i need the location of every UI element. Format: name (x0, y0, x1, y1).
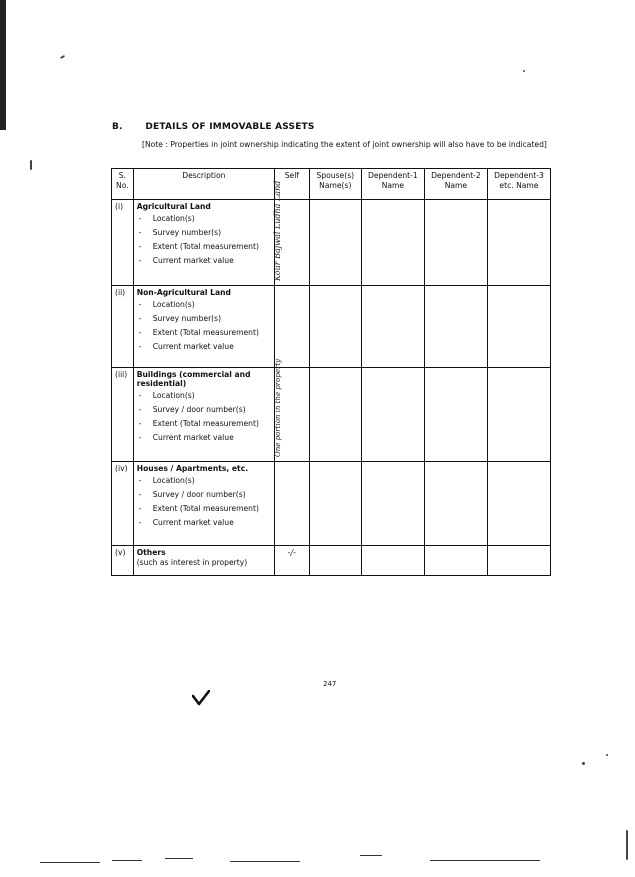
row-description (133, 286, 274, 368)
list-item: - Extent (Total measurement) (137, 504, 271, 514)
section-note: [Note : Properties in joint ownership indicating the extent of joint ownership will also have to be indicated] (142, 140, 547, 149)
section-heading (112, 122, 315, 132)
row-dependent-3-cell (487, 546, 550, 576)
list-item: - Survey number(s) (137, 228, 271, 238)
scan-speck (30, 160, 32, 170)
page-number: 247 (323, 680, 337, 688)
list-item: - Survey / door number(s) (137, 405, 271, 415)
row-title: Others (136, 548, 166, 557)
row-spouse-cell (309, 462, 361, 546)
row-dependent-1-cell (361, 200, 424, 286)
list-item: - Extent (Total measurement) (137, 419, 271, 429)
scan-line (165, 858, 193, 859)
row-self-cell (274, 462, 309, 546)
header-description: Description (133, 169, 274, 200)
scan-speck (606, 754, 608, 756)
scan-edge-shadow (0, 0, 6, 130)
scan-line (40, 862, 100, 863)
row-description (133, 462, 274, 546)
list-item: - Location(s) (137, 391, 271, 401)
row-sno: (ii) (112, 286, 134, 368)
row-items (137, 300, 271, 352)
scan-speck (582, 762, 585, 765)
row-dependent-1-cell (361, 546, 424, 576)
list-item: - Current market value (137, 518, 271, 528)
scan-speck (626, 830, 628, 860)
row-sno: (iii) (112, 368, 134, 462)
list-item: - Survey / door number(s) (137, 490, 271, 500)
list-item: - Survey number(s) (137, 314, 271, 324)
row-dependent-2-cell (424, 546, 487, 576)
row-spouse-cell (309, 286, 361, 368)
row-sno: (iv) (112, 462, 134, 546)
list-item: - Extent (Total measurement) (137, 328, 271, 338)
header-spouse: Spouse(s) Name(s) (309, 169, 361, 200)
row-dependent-3-cell (487, 286, 550, 368)
row-dependent-2-cell (424, 368, 487, 462)
row-dependent-1-cell (361, 368, 424, 462)
handwritten-note: Kour Bajwal Ludha Land (272, 180, 282, 281)
table-row (112, 546, 551, 576)
row-description (133, 200, 274, 286)
section-title: DETAILS OF IMMOVABLE ASSETS (145, 122, 315, 132)
row-title: Agricultural Land (136, 202, 211, 211)
row-self-cell (274, 546, 309, 576)
scan-line (230, 861, 300, 862)
list-item: - Extent (Total measurement) (137, 242, 271, 252)
row-spouse-cell (309, 546, 361, 576)
header-dependent-2: Dependent-2 Name (424, 169, 487, 200)
row-dependent-3-cell (487, 368, 550, 462)
handwritten-note: -/- (287, 548, 296, 557)
row-subtitle: (such as interest in property) (136, 558, 248, 567)
row-dependent-2-cell (424, 286, 487, 368)
table-row (112, 200, 551, 286)
list-item: - Current market value (137, 433, 271, 443)
header-self: Self (274, 169, 309, 200)
check-mark-icon (192, 690, 210, 706)
row-self-cell (272, 180, 309, 286)
table-row (112, 368, 551, 462)
list-item: - Location(s) (137, 300, 271, 310)
section-number: B. (112, 122, 123, 132)
list-item: - Location(s) (137, 214, 271, 224)
row-items (137, 476, 271, 528)
scan-line (112, 860, 142, 861)
list-item: - Current market value (137, 256, 271, 266)
row-description (133, 546, 274, 576)
list-item: - Current market value (137, 342, 271, 352)
header-sno: S. No. (112, 169, 134, 200)
row-spouse-cell (309, 368, 361, 462)
scan-speck (60, 55, 65, 59)
row-dependent-1-cell (361, 462, 424, 546)
row-description (133, 368, 274, 462)
table-header-row (112, 169, 551, 200)
table-row (112, 462, 551, 546)
row-sno: (i) (112, 200, 134, 286)
table-row (112, 286, 551, 368)
row-dependent-3-cell (487, 200, 550, 286)
header-dependent-3: Dependent-3 etc. Name (487, 169, 550, 200)
row-items (137, 214, 271, 266)
row-items (137, 391, 271, 443)
row-dependent-3-cell (487, 462, 550, 546)
row-dependent-2-cell (424, 462, 487, 546)
row-self-cell (273, 358, 309, 462)
handwritten-note: One portion in the property (273, 358, 282, 457)
scan-speck (523, 70, 525, 72)
row-dependent-2-cell (424, 200, 487, 286)
immovable-assets-table (111, 168, 551, 576)
scan-line (360, 855, 382, 856)
row-sno: (v) (112, 546, 134, 576)
row-title: Houses / Apartments, etc. (136, 464, 249, 473)
row-title: Buildings (commercial and residential) (136, 370, 251, 388)
row-spouse-cell (309, 200, 361, 286)
row-self-cell (274, 286, 309, 368)
row-dependent-1-cell (361, 286, 424, 368)
header-dependent-1: Dependent-1 Name (361, 169, 424, 200)
row-title: Non-Agricultural Land (136, 288, 231, 297)
list-item: - Location(s) (137, 476, 271, 486)
scan-line (430, 860, 540, 861)
